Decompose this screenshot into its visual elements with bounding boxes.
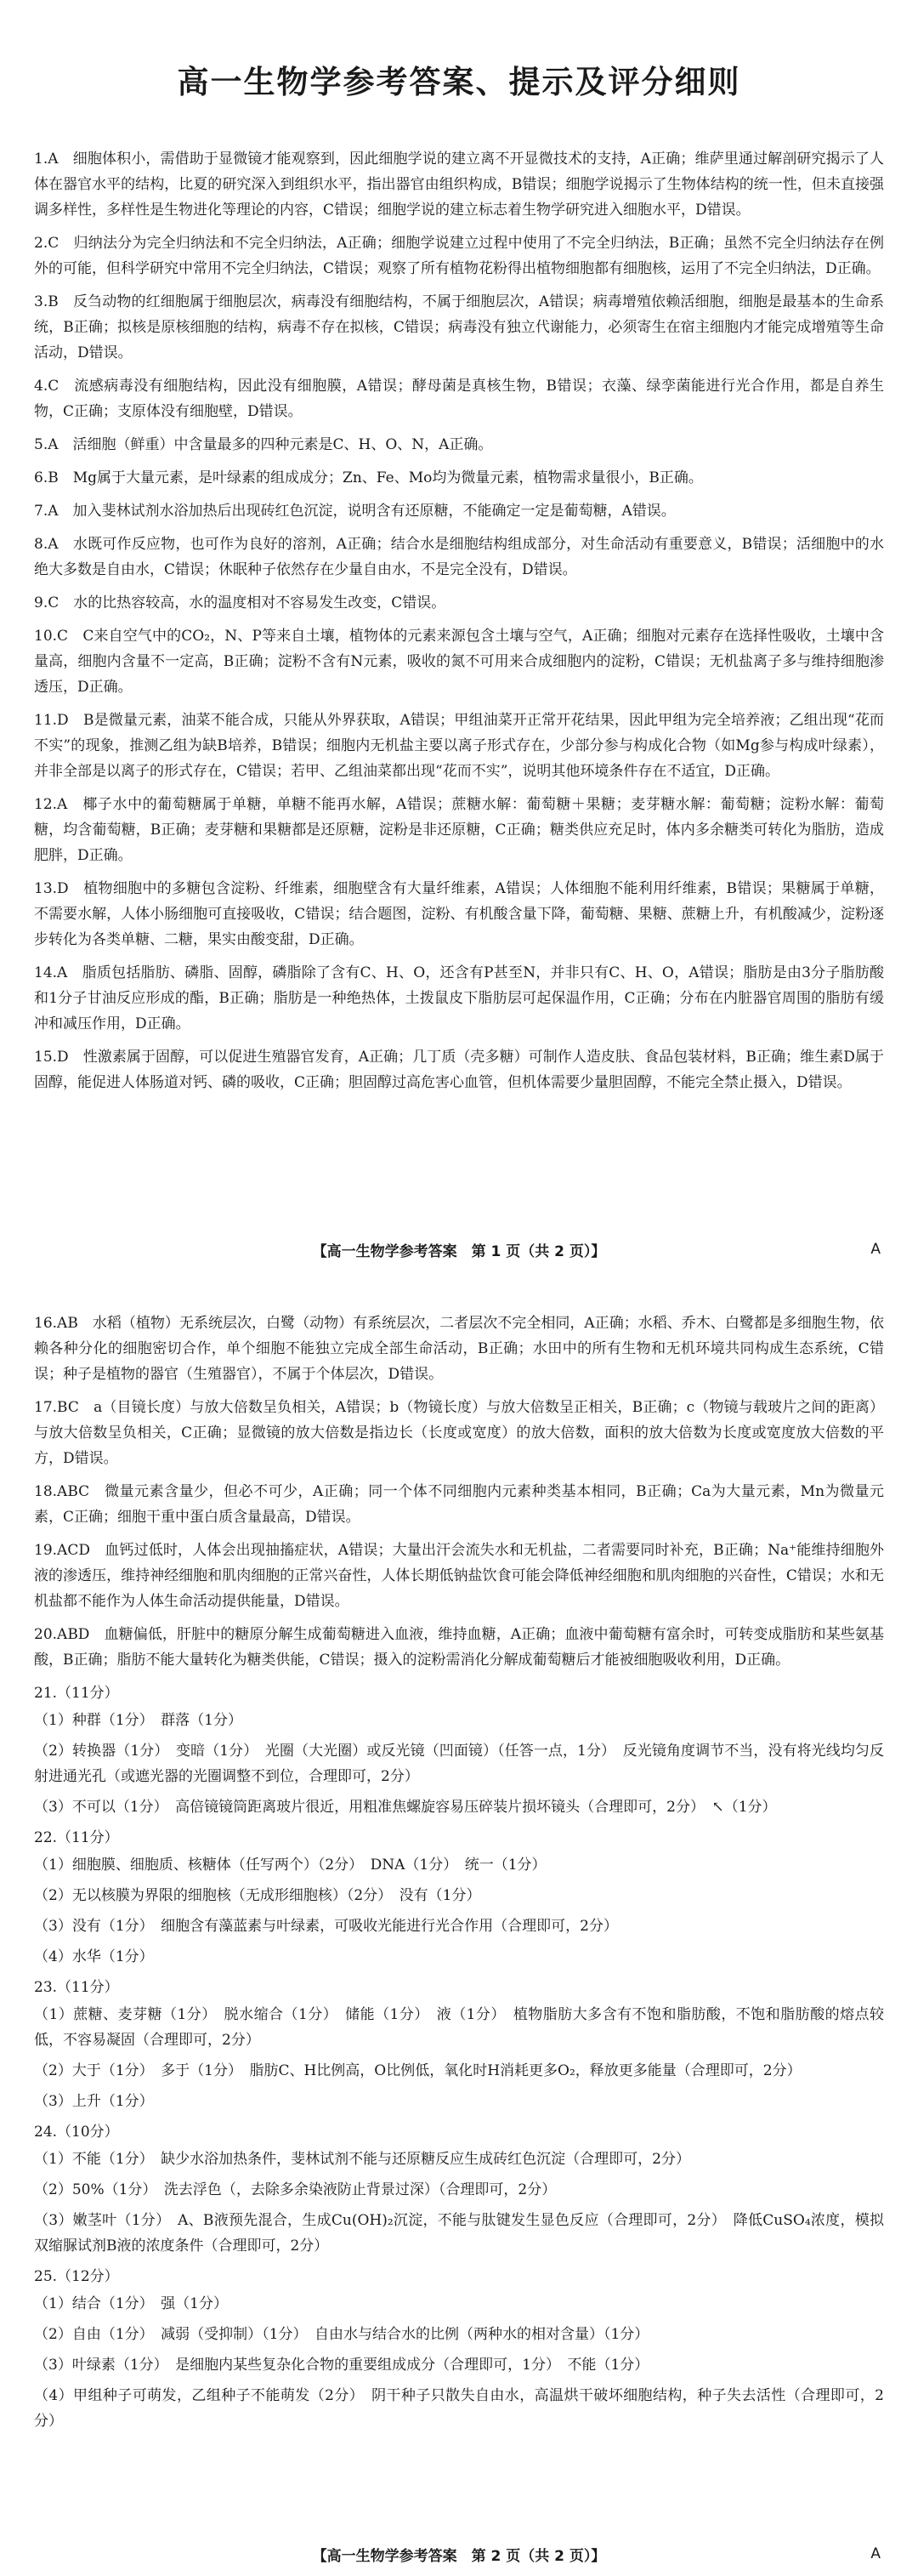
answer-item: 11.D B是微量元素，油菜不能合成，只能从外界获取，A错误；甲组油菜开正常开花结果，因此甲组为完全培养液；乙组出现“花而不实”的现象，推测乙组为缺B培养，B错误；细胞内无机盐主要以离子形式存在，少部分参与构成化合物（如Mg参与构成叶绿素），并非全部是以离子的形式存在，C错误；若甲、乙组油菜都出现“花而不实”，说明其他环境条件存在不适宜，D正确。 bbox=[34, 712, 884, 780]
answer-item: 18.ABC 微量元素含量少，但必不可少，A正确；同一个体不同细胞内元素种类基本相同，B正确；Ca为大量元素，Mn为微量元素，C正确；细胞干重中蛋白质含量最高，D错误。 bbox=[34, 1483, 884, 1526]
sub-answer: （1）种群（1分） 群落（1分） bbox=[34, 1712, 242, 1729]
sub-answer: （3）叶绿素（1分） 是细胞内某些复杂化合物的重要组成成分（合理即可，1分） 不能（1分） bbox=[34, 2357, 649, 2374]
sub-answer: （3）上升（1分） bbox=[34, 2093, 154, 2110]
sub-answer: （2）无以核膜为界限的细胞核（无成形细胞核）（2分） 没有（1分） bbox=[34, 1887, 481, 1904]
question-heading: 23.（11分） bbox=[34, 1979, 119, 1996]
answer-item: 19.ACD 血钙过低时，人体会出现抽搐症状，A错误；大量出汗会流失水和无机盐，二者需要同时补充，B正确；Na⁺能维持细胞外液的渗透压，维持神经细胞和肌肉细胞的正常兴奋性，人体长期低钠盐饮食可能会降低神经细胞和肌肉细胞的兴奋性，C错误；水和无机盐都不能作为人体生命活动提供能量，D错误。 bbox=[34, 1542, 884, 1610]
question-heading: 22.（11分） bbox=[34, 1829, 119, 1846]
answer-item: 10.C C来自空气中的CO₂，N、P等来自土壤，植物体的元素来源包含土壤与空气，A正确；细胞对元素存在选择性吸收，土壤中含量高，细胞内含量不一定高，B正确；淀粉不含有N元素，吸收的氮不可用来合成细胞内的淀粉，C错误；无机盐离子多与维持细胞渗透压，D正确。 bbox=[34, 628, 884, 696]
sub-answer: （2）自由（1分） 减弱（受抑制）（1分） 自由水与结合水的比例（两种水的相对含量）（1分） bbox=[34, 2326, 649, 2343]
answer-item: 12.A 椰子水中的葡萄糖属于单糖，单糖不能再水解，A错误；蔗糖水解：葡萄糖＋果糖；麦芽糖水解：葡萄糖；淀粉水解：葡萄糖，均含葡萄糖，B正确；麦芽糖和果糖都是还原糖，淀粉是非还原糖，C正确；糖类供应充足时，体内多余糖类可转化为脂肪，造成肥胖，D正确。 bbox=[34, 796, 884, 864]
answer-item: 13.D 植物细胞中的多糖包含淀粉、纤维素，细胞壁含有大量纤维素，A错误；人体细胞不能利用纤维素，B错误；果糖属于单糖，不需要水解，人体小肠细胞可直接吸收，C错误；结合题图，淀粉、有机酸含量下降，葡萄糖、果糖、蔗糖上升，有机酸减少，淀粉逐步转化为各类单糖、二糖，果实由酸变甜，D正确。 bbox=[34, 880, 884, 948]
question-heading: 25.（12分） bbox=[34, 2268, 119, 2285]
answer-item: 6.B Mg属于大量元素，是叶绿素的组成成分；Zn、Fe、Mo均为微量元素，植物需求量很小，B正确。 bbox=[34, 469, 703, 486]
sub-answer: （3）没有（1分） 细胞含有藻蓝素与叶绿素，可吸收光能进行光合作用（合理即可，2分） bbox=[34, 1918, 618, 1935]
answer-item: 3.B 反刍动物的红细胞属于细胞层次，病毒没有细胞结构，不属于细胞层次，A错误；病毒增殖依赖活细胞，细胞是最基本的生命系统，B正确；拟核是原核细胞的结构，病毒不存在拟核，C错误；病毒没有独立代谢能力，必须寄生在宿主细胞内才能完成增殖等生命活动，D错误。 bbox=[34, 293, 884, 361]
sub-answer: （4）甲组种子可萌发，乙组种子不能萌发（2分） 阴干种子只散失自由水，高温烘干破坏细胞结构，种子失去活性（合理即可，2分） bbox=[34, 2387, 884, 2430]
footer-text: 【高一生物学参考答案 第 2 页（共 2 页）】 bbox=[312, 2547, 606, 2565]
question-24 bbox=[34, 2119, 884, 2259]
question-heading: 21.（11分） bbox=[34, 1685, 119, 1702]
page-2 bbox=[0, 1271, 918, 2576]
answer-item: 17.BC a（目镜长度）与放大倍数呈负相关，A错误；b（物镜长度）与放大倍数呈正相关，B正确；c（物镜与载玻片之间的距离）与放大倍数呈负相关，C正确；显微镜的放大倍数是指边长（长度或宽度）的放大倍数，面积的放大倍数为长度或宽度放大倍数的平方，D错误。 bbox=[34, 1399, 884, 1467]
sub-answer: （2）50%（1分） 洗去浮色（，去除多余染液防止背景过深）（合理即可，2分） bbox=[34, 2181, 557, 2198]
answer-list-1 bbox=[34, 146, 884, 1095]
answer-list-2 bbox=[34, 1311, 884, 1673]
answer-item: 8.A 水既可作反应物，也可作为良好的溶剂，A正确；结合水是细胞结构组成部分，对生命活动有重要意义，B错误；活细胞中的水绝大多数是自由水，C错误；休眠种子依然存在少量自由水，不是完全没有，D错误。 bbox=[34, 536, 884, 578]
sub-answer: （4）水华（1分） bbox=[34, 1948, 154, 1965]
sub-answer: （3）嫩茎叶（1分） A、B液预先混合，生成Cu(OH)₂沉淀，不能与肽键发生显色反应（合理即可，2分） 降低CuSO₄浓度，模拟双缩脲试剂B液的浓度条件（合理即可，2分） bbox=[34, 2212, 884, 2255]
answer-item: 14.A 脂质包括脂肪、磷脂、固醇，磷脂除了含有C、H、O，还含有P甚至N，并非只有C、H、O，A错误；脂肪是由3分子脂肪酸和1分子甘油反应形成的酯，B正确；脂肪是一种绝热体，土拨鼠皮下脂肪层可起保温作用，C正确；分布在内脏器官周围的脂肪有缓冲和减压作用，D正确。 bbox=[34, 964, 884, 1032]
answer-item: 1.A 细胞体积小，需借助于显微镜才能观察到，因此细胞学说的建立离不开显微技术的支持，A正确；维萨里通过解剖研究揭示了人体在器官水平的结构，比夏的研究深入到组织水平，指出器官由组织构成，B错误；细胞学说揭示了生物体结构的统一性，但未直接强调多样性，多样性是生物进化等理论的内容，C错误；细胞学说的建立标志着生物学研究进入细胞水平，D错误。 bbox=[34, 151, 884, 219]
answer-item: 16.AB 水稻（植物）无系统层次，白鹭（动物）有系统层次，二者层次不完全相同，A正确；水稻、乔木、白鹭都是多细胞生物，依赖各种分化的细胞密切合作，单个细胞不能独立完成全部生命活动，B正确；水田中的所有生物和无机环境共同构成生态系统，C错误；种子是植物的器官（生殖器官），不属于个体层次，D错误。 bbox=[34, 1315, 884, 1383]
question-21 bbox=[34, 1680, 884, 1820]
page-footer-2 bbox=[34, 2539, 884, 2569]
answer-item: 4.C 流感病毒没有细胞结构，因此没有细胞膜，A错误；酵母菌是真核生物，B错误；衣藻、绿孪菌能进行光合作用，都是自养生物，C正确；支原体没有细胞壁，D错误。 bbox=[34, 378, 884, 420]
sub-answer: （1）蔗糖、麦芽糖（1分） 脱水缩合（1分） 储能（1分） 液（1分） 植物脂肪大多含有不饱和脂肪酸，不饱和脂肪酸的熔点较低，不容易凝固（合理即可，2分） bbox=[34, 2006, 884, 2049]
sub-answer: （1）结合（1分） 强（1分） bbox=[34, 2295, 228, 2312]
question-22 bbox=[34, 1825, 884, 1970]
answer-item: 2.C 归纳法分为完全归纳法和不完全归纳法，A正确；细胞学说建立过程中使用了不完全归纳法，B正确；虽然不完全归纳法存在例外的可能，但科学研究中常用不完全归纳法，C错误；观察了所有植物花粉得出植物细胞都有细胞核，运用了不完全归纳法，D正确。 bbox=[34, 235, 884, 277]
sub-answer: （2）大于（1分） 多于（1分） 脂肪C、H比例高，O比例低，氧化时H消耗更多O₂，释放更多能量（合理即可，2分） bbox=[34, 2062, 802, 2079]
question-23 bbox=[34, 1975, 884, 2114]
footer-version: A bbox=[870, 2545, 881, 2562]
answer-item: 5.A 活细胞（鲜重）中含量最多的四种元素是C、H、O、N，A正确。 bbox=[34, 436, 493, 453]
sub-answer: （1）细胞膜、细胞质、核糖体（任写两个）（2分） DNA（1分） 统一（1分） bbox=[34, 1857, 547, 1874]
answer-item: 20.ABD 血糖偏低，肝脏中的糖原分解生成葡萄糖进入血液，维持血糖，A正确；血液中葡萄糖有富余时，可转变成脂肪和某些氨基酸，B正确；脂肪不能大量转化为糖类供能，C错误；摄入的淀粉需消化分解成葡萄糖后才能被细胞吸收利用，D正确。 bbox=[34, 1626, 884, 1669]
footer-text: 【高一生物学参考答案 第 1 页（共 2 页）】 bbox=[312, 1243, 606, 1260]
sub-answer: （2）转换器（1分） 变暗（1分） 光圈（大光圈）或反光镜（凹面镜）（任答一点，1分） 反光镜角度调节不当，没有将光线均匀反射进通光孔（或遮光器的光圈调整不到位，合理即可，2分） bbox=[34, 1743, 884, 1785]
sub-answer: （3）不可以（1分） 高倍镜镜筒距离玻片很近，用粗准焦螺旋容易压碎装片损坏镜头（合理即可，2分） ↖（1分） bbox=[34, 1799, 777, 1816]
page-footer-1 bbox=[34, 1234, 884, 1265]
answer-item: 7.A 加入斐林试剂水浴加热后出现砖红色沉淀，说明含有还原糖，不能确定一定是葡萄糖，A错误。 bbox=[34, 503, 676, 520]
footer-version: A bbox=[870, 1241, 881, 1258]
document-title: 高一生物学参考答案、提示及评分细则 bbox=[177, 64, 741, 100]
question-heading: 24.（10分） bbox=[34, 2124, 119, 2141]
page-1 bbox=[0, 0, 918, 1271]
answer-item: 15.D 性激素属于固醇，可以促进生殖器官发育，A正确；几丁质（壳多糖）可制作人造皮肤、食品包装材料，B正确；维生素D属于固醇，能促进人体肠道对钙、磷的吸收，C正确；胆固醇过高危害心血管，但机体需要少量胆固醇，不能完全禁止摄入，D错误。 bbox=[34, 1049, 884, 1091]
question-25 bbox=[34, 2264, 884, 2434]
answer-item: 9.C 水的比热容较高，水的温度相对不容易发生改变，C错误。 bbox=[34, 594, 446, 611]
sub-answer: （1）不能（1分） 缺少水浴加热条件，斐林试剂不能与还原糖反应生成砖红色沉淀（合理即可，2分） bbox=[34, 2151, 690, 2168]
